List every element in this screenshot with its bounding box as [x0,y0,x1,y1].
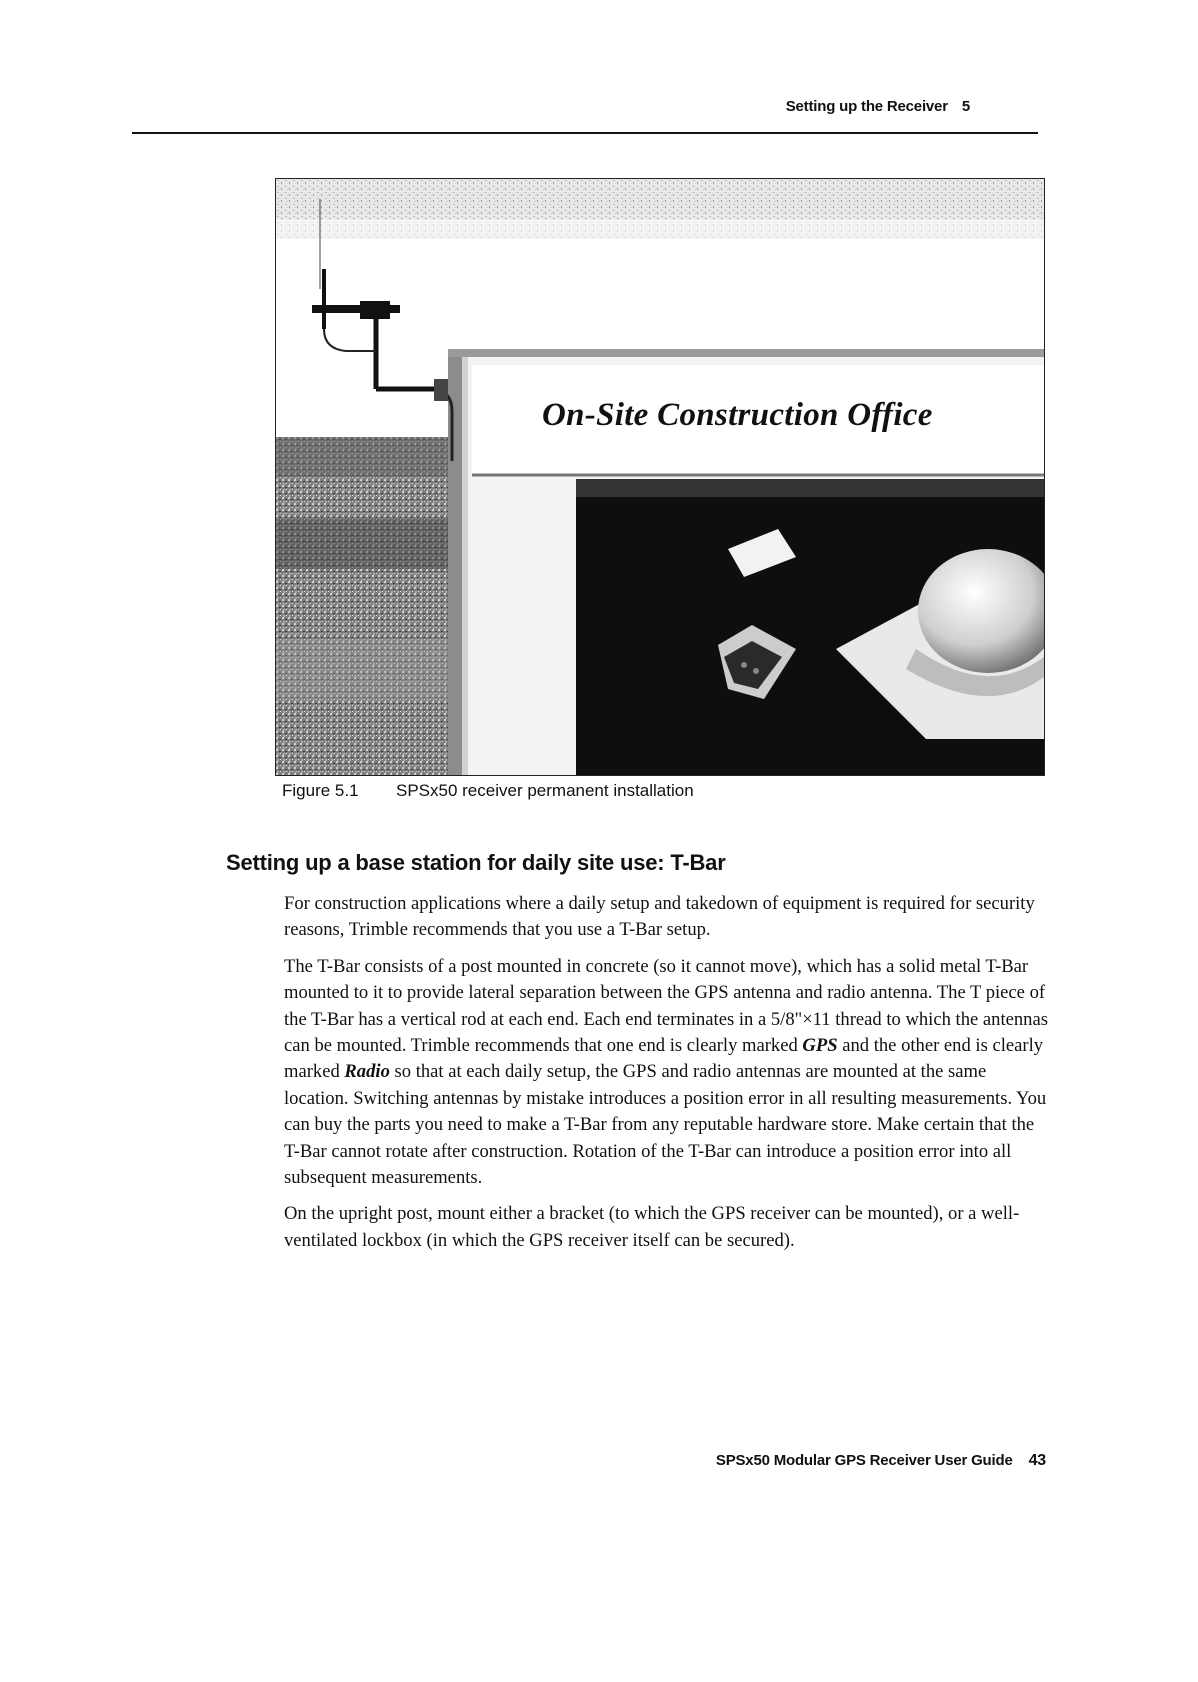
chapter-number: 5 [961,98,970,115]
header-rule [132,132,1038,134]
body-text [284,891,1054,1264]
paragraph-tbar-part1: The T-Bar consists of a post mounted in concrete (so it cannot move), which has a solid metal T-Bar mounted to it to provide lateral separation between the GPS antenna and radio antenna. The T piece of the T-Bar has a vertical rod at each end. Each end terminates in a 5/8"×11 thread to which the antennas can be mounted. Trimble recommends that one end is clearly marked [284,955,1048,1057]
running-foot [716,1452,1046,1470]
figure-caption [282,781,694,801]
figure-photo [275,178,1045,776]
paragraph-tbar-part3: so that at each daily setup, the GPS and radio antennas are mounted at the same location. Switching antennas by mistake introduces a position error in all resulting measurements. You can buy the parts you need to make a T-Bar from any reputable hardware store. Make certain that the T-Bar cannot rotate after construction. Rotation of the T-Bar can introduce a position error into all subsequent measurements. [284,1061,1047,1189]
running-head [786,98,970,115]
paragraph-upright-post: On the upright post, mount either a bracket (to which the GPS receiver can be mounted), or a well-ventilated lockbox (in which the GPS receiver itself can be secured). [284,1203,1020,1251]
gps-marking-label: GPS [802,1035,838,1057]
paragraph-intro: For construction applications where a daily setup and takedown of equipment is required for security reasons, Trimble recommends that you use a T-Bar setup. [284,893,1035,941]
office-sign-text: On-Site Construction Office [542,397,933,433]
figure-caption-text: SPSx50 receiver permanent installation [396,781,694,800]
section-heading: Setting up a base station for daily site use: T-Bar [226,850,726,875]
chapter-title: Setting up the Receiver [785,98,948,115]
page-number: 43 [1028,1452,1046,1469]
construction-office-photo [276,179,1044,775]
figure-number: Figure 5.1 [282,781,359,800]
book-title: SPSx50 Modular GPS Receiver User Guide [715,1452,1013,1469]
radio-marking-label: Radio [344,1061,390,1083]
paragraph-tbar-description [284,954,1054,1192]
paragraph-tbar-part2: and the other end is clearly marked [284,1035,1044,1083]
